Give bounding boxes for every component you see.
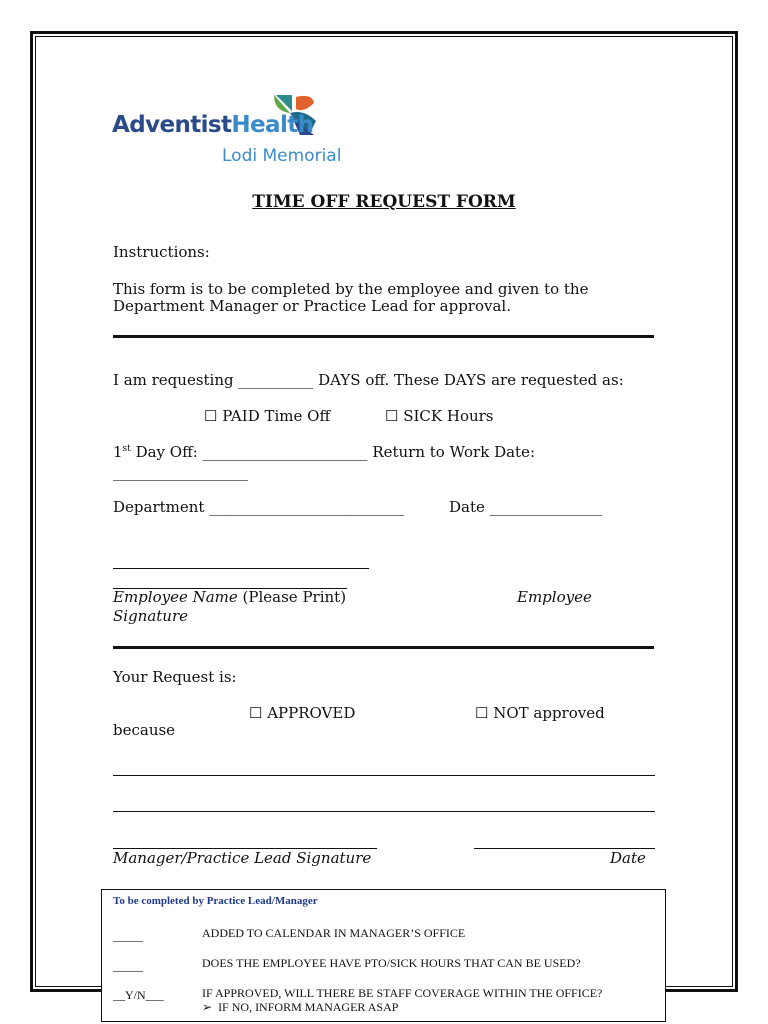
- form-title-text: TIME OFF REQUEST FORM: [252, 192, 516, 212]
- manager-signature-label: Manager/Practice Lead Signature: [113, 849, 372, 867]
- your-request-label: Your Request is:: [113, 668, 237, 686]
- section-divider-2: [113, 646, 654, 649]
- sick-hours-checkbox[interactable]: ☐ SICK Hours: [385, 407, 494, 425]
- approved-checkbox[interactable]: ☐ APPROVED: [249, 704, 356, 722]
- first-day-text: Day Off: ______________________ Return to Work Date:: [130, 443, 535, 461]
- coverage-yn-blank[interactable]: __Y/N___: [113, 988, 164, 1002]
- because-label: because: [113, 721, 176, 739]
- form-title: [0, 192, 768, 212]
- logo-wordmark: [112, 112, 313, 138]
- calendar-check-blank[interactable]: _____: [113, 929, 143, 943]
- first-day-suffix: st: [122, 444, 131, 454]
- logo-brand-health: Health: [231, 112, 314, 138]
- employee-name-signature-line[interactable]: [113, 568, 369, 569]
- calendar-check-text: ADDED TO CALENDAR IN MANAGER’S OFFICE: [202, 926, 466, 940]
- manager-box-heading: To be completed by Practice Lead/Manager: [113, 895, 318, 907]
- employee-label: Employee: [517, 588, 592, 606]
- instructions-line-1: This form is to be completed by the employee and given to the: [113, 280, 589, 298]
- arrow-bullet-icon: ➢: [202, 1000, 213, 1014]
- inform-manager-bullet: [202, 1000, 398, 1015]
- first-day-number: 1: [113, 443, 123, 461]
- instructions-label: Instructions:: [113, 243, 210, 261]
- logo-subtitle: Lodi Memorial: [222, 146, 342, 166]
- paid-time-off-checkbox[interactable]: ☐ PAID Time Off: [204, 407, 331, 425]
- pto-check-text: DOES THE EMPLOYEE HAVE PTO/SICK HOURS THAT CAN BE USED?: [202, 956, 581, 970]
- logo-brand-adventist: Adventist: [112, 112, 232, 138]
- section-divider: [113, 335, 654, 338]
- pto-check-blank[interactable]: _____: [113, 959, 143, 973]
- not-approved-checkbox[interactable]: ☐ NOT approved: [475, 704, 605, 722]
- date-field[interactable]: Date _______________: [449, 498, 603, 516]
- signature-label: Signature: [113, 607, 189, 625]
- first-day-off-line[interactable]: [113, 443, 535, 461]
- employee-name-italic: Employee Name: [113, 588, 238, 606]
- please-print-note: (Please Print): [237, 588, 347, 606]
- reason-line-1[interactable]: [113, 775, 655, 776]
- days-requested-line[interactable]: I am requesting __________ DAYS off. These DAYS are requested as:: [113, 371, 624, 389]
- coverage-check-text: IF APPROVED, WILL THERE BE STAFF COVERAGE WITHIN THE OFFICE?: [202, 986, 603, 1000]
- manager-date-label: Date: [610, 849, 646, 867]
- inform-manager-text: IF NO, INFORM MANAGER ASAP: [218, 1000, 399, 1014]
- return-date-blank[interactable]: __________________: [113, 463, 248, 481]
- reason-line-2[interactable]: [113, 811, 655, 812]
- department-field[interactable]: Department __________________________: [113, 498, 405, 516]
- instructions-line-2: Department Manager or Practice Lead for approval.: [113, 297, 511, 315]
- employee-name-label: [113, 588, 346, 606]
